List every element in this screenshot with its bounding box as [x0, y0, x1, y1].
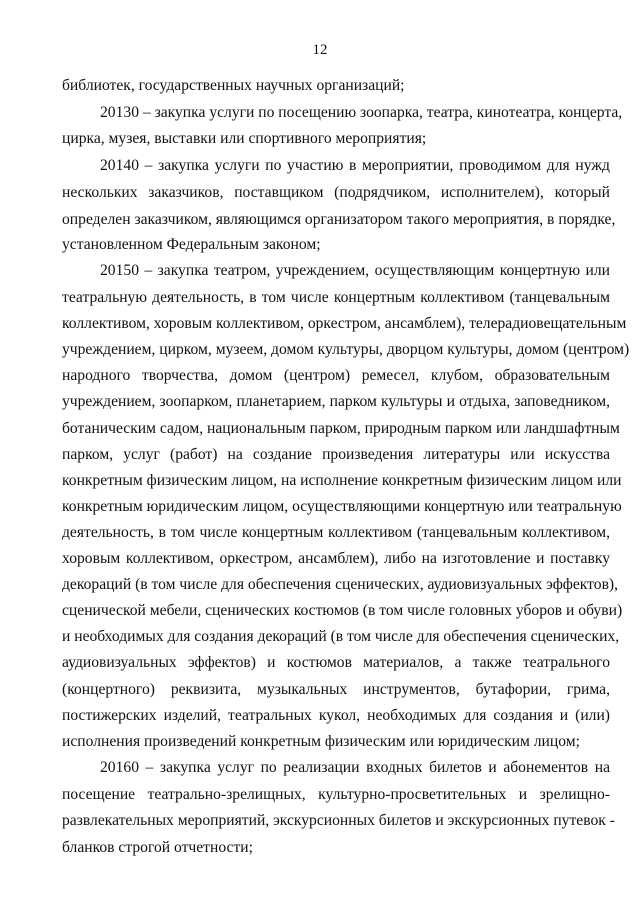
text-line: исполнения произведений конкретным физическим или юридическим лицом; [62, 733, 580, 750]
text-line: (концертного) реквизита, музыкальных инструментов, бутафории, грима, [62, 681, 610, 698]
text-line: развлекательных мероприятий, экскурсионных билетов и экскурсионных путевок - [62, 812, 615, 829]
text-line: декораций (в том числе для обеспечения сценических, аудиовизуальных эффектов), [62, 576, 619, 593]
paragraph-20160-line: 20160 – закупка услуг по реализации входных билетов и абонементов на [100, 759, 610, 776]
text-line: учреждением, зоопарком, планетарием, парком культуры и отдыха, заповедником, [62, 393, 610, 410]
page-number: 12 [312, 42, 328, 58]
text-line: сценической мебели, сценических костюмов (в том числе головных уборов и обуви) [62, 602, 623, 619]
text-line: парком, услуг (работ) на создание произведения литературы или искусства [62, 446, 610, 463]
text-line: коллективом, хоровым коллективом, оркестром, ансамблем), телерадиовещательным [62, 315, 627, 332]
text-line: деятельность, в том числе концертным коллективом (танцевальным коллективом, [62, 524, 610, 541]
text-line: конкретным юридическим лицом, осуществляющими концертную или театральную [62, 498, 622, 515]
text-line: хоровым коллективом, оркестром, ансамблем), либо на изготовление и поставку [62, 550, 610, 567]
text-line: театральную деятельность, в том числе концертным коллективом (танцевальным [62, 289, 610, 306]
text-line: народного творчества, домом (центром) ремесел, клубом, образовательным [62, 367, 610, 384]
text-line: посещение театрально-зрелищных, культурно-просветительных и зрелищно- [62, 786, 610, 803]
text-line: постижерских изделий, театральных кукол, необходимых для создания и (или) [62, 707, 610, 724]
paragraph-20130-line: 20130 – закупка услуги по посещению зоопарка, театра, кинотеатра, концерта, [100, 104, 623, 121]
paragraph-20140-line: 20140 – закупка услуги по участию в мероприятии, проводимом для нужд [100, 157, 610, 174]
text-line: ботаническим садом, национальным парком, природным парком или ландшафтным [62, 420, 620, 437]
text-line: и необходимых для создания декораций (в том числе для обеспечения сценических, [62, 628, 620, 645]
text-line: учреждением, цирком, музеем, домом культуры, дворцом культуры, домом (центром) [62, 341, 630, 358]
text-line: определен заказчиком, являющимся организатором такого мероприятия, в порядке, [62, 211, 616, 228]
paragraph-20150-line: 20150 – закупка театром, учреждением, осуществляющим концертную или [100, 262, 610, 279]
text-line: библиотек, государственных научных организаций; [62, 77, 405, 94]
text-line: конкретным физическим лицом, на исполнение конкретным физическим лицом или [62, 472, 622, 489]
text-line: установленном Федеральным законом; [62, 236, 321, 253]
text-line: цирка, музея, выставки или спортивного мероприятия; [62, 130, 427, 147]
text-line: аудиовизуальных эффектов) и костюмов материалов, а также театрального [62, 654, 610, 671]
text-line: бланков строгой отчетности; [62, 839, 253, 856]
text-line: нескольких заказчиков, поставщиком (подрядчиком, исполнителем), который [62, 184, 610, 201]
